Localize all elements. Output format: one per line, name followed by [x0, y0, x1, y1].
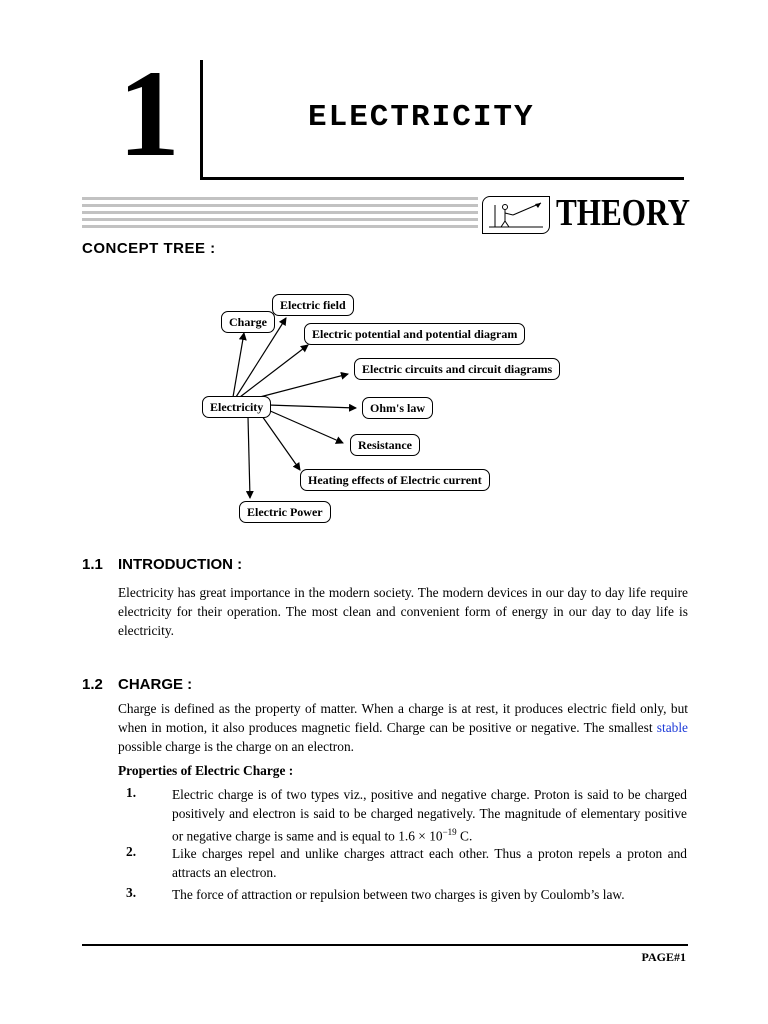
- section-intro-number: 1.1: [82, 556, 103, 573]
- property-1-text: [172, 785, 687, 845]
- chapter-number: 1: [118, 45, 180, 182]
- intro-paragraph: Electricity has great importance in the modern society. The modern devices in our day to day life require electricity for their operation. The most clean and convenient form of energy in our day to day life is electricity.: [118, 585, 688, 638]
- tree-node-power: Electric Power: [239, 501, 331, 523]
- footer-rule: [82, 944, 688, 946]
- section-charge-number: 1.2: [82, 676, 103, 693]
- chapter-title: ELECTRICITY: [308, 100, 535, 135]
- theory-icon: [482, 196, 550, 234]
- tree-node-heating: Heating effects of Electric current: [300, 469, 490, 491]
- tree-node-electricity: Electricity: [202, 396, 271, 418]
- concept-tree-heading: CONCEPT TREE :: [82, 240, 216, 257]
- stable-highlight: stable: [656, 720, 688, 735]
- property-3-number: 3.: [126, 885, 137, 900]
- tree-node-ohms-law: Ohm's law: [362, 397, 433, 419]
- properties-heading: Properties of Electric Charge :: [118, 763, 294, 778]
- property-1-number: 1.: [126, 785, 137, 800]
- property-2-text: Like charges repel and unlike charges attract each other. Thus a proton repels a proton and attracts an electron.: [172, 846, 687, 880]
- property-1-text-end: C.: [456, 828, 473, 844]
- section-intro-title: INTRODUCTION :: [118, 556, 243, 573]
- tree-node-electric-field: Electric field: [272, 294, 354, 316]
- tree-node-potential: Electric potential and potential diagram: [304, 323, 525, 345]
- header-vertical-rule: [200, 60, 203, 180]
- decorative-stripes: [82, 195, 478, 233]
- property-2-number: 2.: [126, 844, 137, 859]
- section-charge-title: CHARGE :: [118, 676, 193, 693]
- exponent: −19: [442, 827, 457, 837]
- tree-node-resistance: Resistance: [350, 434, 420, 456]
- tree-node-circuits: Electric circuits and circuit diagrams: [354, 358, 560, 380]
- charge-paragraph: [118, 699, 688, 756]
- property-1-text-start: Electric charge is of two types viz., positive and negative charge. Proton is said to be charged positively and electron is said to be charged negatively. The magnitude of elementary positive or negative charge is same and is equal to 1.6 × 10: [172, 787, 687, 844]
- charge-text-end: possible charge is the charge on an electron.: [118, 739, 354, 754]
- section-intro-heading: [82, 556, 242, 573]
- section-charge-heading: [82, 676, 192, 693]
- property-3-text: The force of attraction or repulsion between two charges is given by Coulomb’s law.: [172, 887, 625, 902]
- tree-node-charge: Charge: [221, 311, 275, 333]
- page-number: PAGE#1: [641, 950, 686, 964]
- theory-banner: THEORY: [556, 192, 690, 234]
- charge-text-start: Charge is defined as the property of matter. When a charge is at rest, it produces electric field only, but when in motion, it also produces magnetic field. Charge can be positive or negative. The smallest: [118, 701, 688, 735]
- header-horizontal-rule: [200, 177, 684, 180]
